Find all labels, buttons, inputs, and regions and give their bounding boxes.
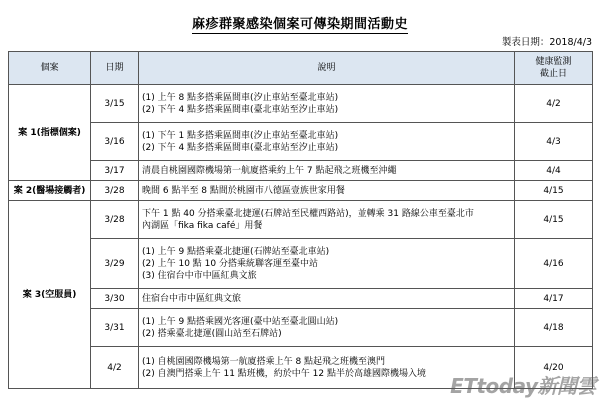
description-cell [139, 181, 515, 201]
health-monitor-end-cell: 4/17 [515, 289, 593, 309]
date-cell: 3/31 [91, 309, 139, 347]
case-label: 案 1(指標個案) [9, 85, 91, 181]
header-health-line1: 健康監測 [535, 57, 572, 67]
description-line: (1) 上午 9 點搭乘國光客運(臺中站至臺北圓山站) [142, 316, 339, 327]
description-line: 晚間 6 點半至 8 點間於桃園市八德區壹族世家用餐 [142, 185, 345, 196]
table-body [9, 85, 593, 389]
health-monitor-end-cell: 4/18 [515, 309, 593, 347]
case-label: 案 2(醫場接觸者) [9, 181, 91, 201]
description-cell [139, 161, 515, 181]
health-monitor-end-cell: 4/16 [515, 239, 593, 289]
date-cell: 3/15 [91, 85, 139, 123]
description-line: (2) 自澳門搭乘上午 11 點班機，約於中午 12 點半於高雄國際機場入境 [142, 368, 426, 379]
table-row [9, 181, 593, 201]
health-monitor-end-cell: 4/4 [515, 161, 593, 181]
date-cell: 3/28 [91, 201, 139, 239]
description-line: 清晨自桃園國際機場第一航廈搭乘約上午 7 點起飛之班機至沖繩 [142, 165, 397, 176]
date-cell: 4/2 [91, 347, 139, 389]
table-row [9, 201, 593, 239]
document-title: 麻疹群聚感染個案可傳染期間活動史 [191, 17, 408, 32]
table-row [9, 85, 593, 123]
health-monitor-end-cell: 4/2 [515, 85, 593, 123]
table-row [9, 123, 593, 161]
description-line: (1) 自桃園國際機場第一航廈搭乘上午 8 點起飛之班機至澳門 [142, 356, 386, 367]
watermark-logo: ETtoday新聞雲 [450, 374, 596, 398]
health-monitor-end-cell: 4/15 [515, 181, 593, 201]
description-line: (2) 上午 10 點 10 分搭乘統聯客運至臺中站 [142, 258, 318, 269]
description-cell [139, 85, 515, 123]
description-cell [139, 239, 515, 289]
date-cell: 3/16 [91, 123, 139, 161]
date-cell: 3/28 [91, 181, 139, 201]
date-cell: 3/17 [91, 161, 139, 181]
header-case: 個案 [9, 52, 91, 85]
header-desc: 說明 [139, 52, 515, 85]
description-line: (1) 上午 9 點搭乘臺北捷運(石牌站至臺北車站) [142, 246, 330, 257]
table-row [9, 239, 593, 289]
activity-table [8, 51, 593, 389]
description-line: 住宿台中市中區紅典文旅 [142, 293, 242, 304]
table-header-row [9, 52, 593, 85]
health-monitor-end-cell: 4/3 [515, 123, 593, 161]
table-row [9, 309, 593, 347]
description-line: (1) 上午 8 點多搭乘區間車(汐止車站至臺北車站) [142, 92, 339, 103]
description-cell [139, 201, 515, 239]
description-line: (2) 下午 4 點多搭乘區間車(臺北車站至汐止車站) [142, 104, 339, 115]
header-health [515, 52, 593, 85]
health-monitor-end-cell: 4/15 [515, 201, 593, 239]
description-cell [139, 309, 515, 347]
description-line: (2) 下午 4 點多搭乘區間車(臺北車站至汐止車站) [142, 142, 339, 153]
description-line: (2) 搭乘臺北捷運(圓山站至石牌站) [142, 328, 282, 339]
report-date: 製表日期：2018/4/3 [501, 37, 592, 48]
table-row [9, 289, 593, 309]
health-monitor-end-cell: 4/20 [515, 347, 593, 389]
description-line: (3) 住宿台中市中區紅典文旅 [142, 270, 257, 281]
description-line: (1) 下午 1 點多搭乘區間車(汐止車站至臺北車站) [142, 130, 339, 141]
case-label: 案 3(空服員) [9, 201, 91, 389]
header-health-line2: 截止日 [539, 69, 567, 79]
table-row [9, 161, 593, 181]
description-line: 內湖區「fika fika café」用餐 [142, 220, 263, 231]
description-line: 下午 1 點 40 分搭乘臺北捷運(石牌站至民權西路站)，並轉乘 31 路線公車至臺北市 [142, 208, 474, 219]
header-date: 日期 [91, 52, 139, 85]
date-cell: 3/30 [91, 289, 139, 309]
date-cell: 3/29 [91, 239, 139, 289]
description-cell [139, 289, 515, 309]
description-cell [139, 123, 515, 161]
